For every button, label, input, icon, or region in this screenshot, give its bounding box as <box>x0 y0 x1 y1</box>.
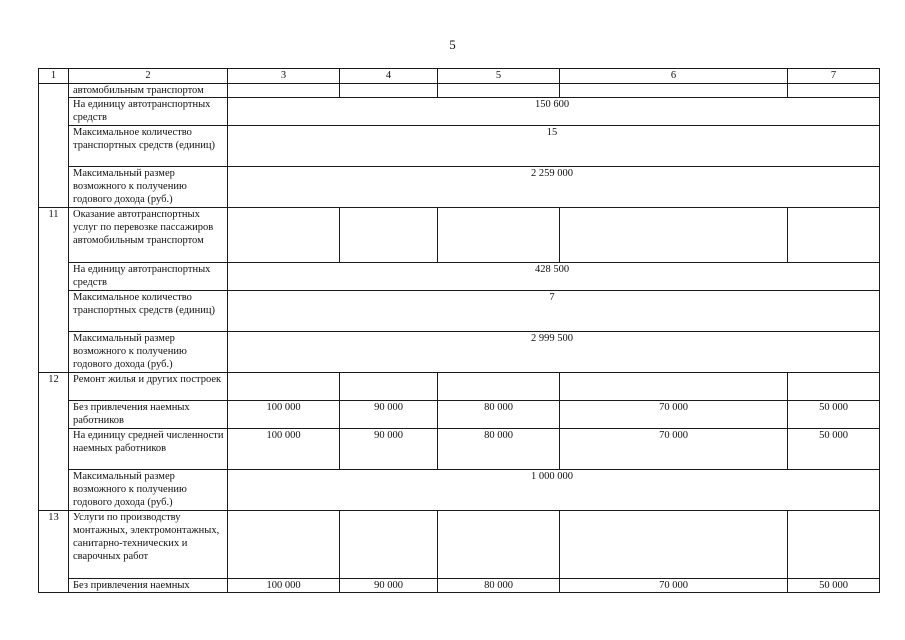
value-cell: 100 000 <box>228 401 340 429</box>
table-row <box>39 84 880 98</box>
value-cell: 50 000 <box>788 429 880 470</box>
merged-value-cell: 15 <box>228 126 880 167</box>
table-row <box>39 511 880 579</box>
row-label: Максимальный размер возможного к получению годового дохода (руб.) <box>69 470 228 511</box>
value-cell: 90 000 <box>340 429 438 470</box>
row-label: На единицу автотранспортных средств <box>69 98 228 126</box>
value-cell: 70 000 <box>560 429 788 470</box>
value-cell: 80 000 <box>438 429 560 470</box>
table-row <box>39 401 880 429</box>
header-col-3: 3 <box>228 69 340 84</box>
merged-value-cell: 150 600 <box>228 98 880 126</box>
value-cell: 70 000 <box>560 579 788 593</box>
row-label: Услуги по производству монтажных, электромонтажных, санитарно-технических и сварочных работ <box>69 511 228 579</box>
table-row <box>39 373 880 401</box>
row-number-cell: 13 <box>39 511 69 593</box>
row-label: Максимальный размер возможного к получению годового дохода (руб.) <box>69 332 228 373</box>
value-cell: 80 000 <box>438 579 560 593</box>
row-label: Максимальное количество транспортных средств (единиц) <box>69 126 228 167</box>
table-row <box>39 291 880 332</box>
page-number: 5 <box>449 37 456 52</box>
value-cell: 50 000 <box>788 401 880 429</box>
row-number-cell <box>39 84 69 208</box>
table-row <box>39 126 880 167</box>
merged-value-cell: 2 259 000 <box>228 167 880 208</box>
table-row <box>39 470 880 511</box>
row-label: автомобильным транспортом <box>69 84 228 98</box>
row-label: Оказание автотранспортных услуг по перевозке пассажиров автомобильным транспортом <box>69 208 228 263</box>
value-cell: 100 000 <box>228 429 340 470</box>
tariff-table <box>38 68 880 593</box>
merged-value-cell: 428 500 <box>228 263 880 291</box>
table-row <box>39 167 880 208</box>
value-cell: 80 000 <box>438 401 560 429</box>
table-row <box>39 263 880 291</box>
table-row <box>39 429 880 470</box>
row-label: На единицу автотранспортных средств <box>69 263 228 291</box>
header-col-7: 7 <box>788 69 880 84</box>
row-label: Без привлечения наемных <box>69 579 228 593</box>
header-col-2: 2 <box>69 69 228 84</box>
merged-value-cell: 7 <box>228 291 880 332</box>
value-cell: 90 000 <box>340 579 438 593</box>
header-row <box>39 69 880 84</box>
row-number-cell: 12 <box>39 373 69 511</box>
row-label: Без привлечения наемных работников <box>69 401 228 429</box>
row-label: На единицу средней численности наемных работников <box>69 429 228 470</box>
header-col-4: 4 <box>340 69 438 84</box>
header-col-1: 1 <box>39 69 69 84</box>
merged-value-cell: 2 999 500 <box>228 332 880 373</box>
table-row <box>39 579 880 593</box>
table-row <box>39 98 880 126</box>
value-cell: 50 000 <box>788 579 880 593</box>
value-cell: 90 000 <box>340 401 438 429</box>
value-cell: 100 000 <box>228 579 340 593</box>
merged-value-cell: 1 000 000 <box>228 470 880 511</box>
header-col-6: 6 <box>560 69 788 84</box>
header-col-5: 5 <box>438 69 560 84</box>
row-label: Максимальное количество транспортных средств (единиц) <box>69 291 228 332</box>
row-number-cell: 11 <box>39 208 69 373</box>
row-label: Ремонт жилья и других построек <box>69 373 228 401</box>
table-row <box>39 208 880 263</box>
value-cell: 70 000 <box>560 401 788 429</box>
row-label: Максимальный размер возможного к получению годового дохода (руб.) <box>69 167 228 208</box>
table-row <box>39 332 880 373</box>
